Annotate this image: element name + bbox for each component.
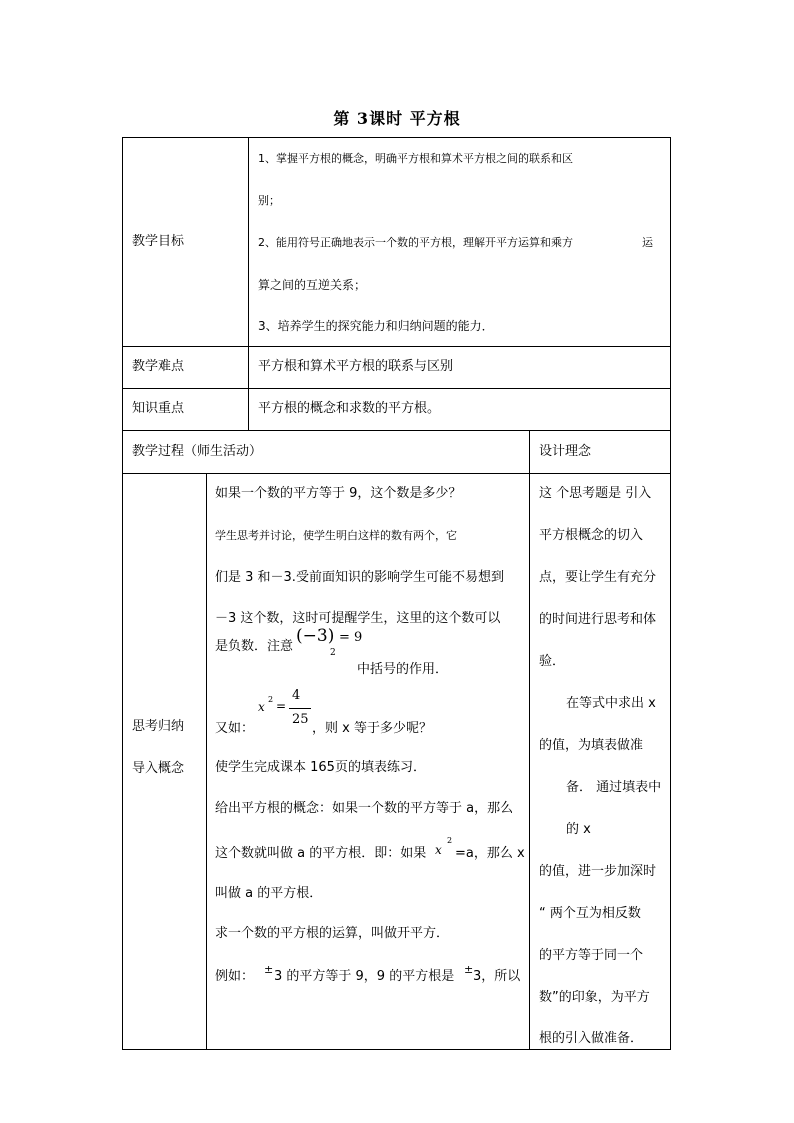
math-equals: = 9 xyxy=(339,630,363,645)
design-line: 的时间进行思考和体 xyxy=(539,612,657,627)
content-line: 学生思考并讨论，使学生明白这样的数有两个，它 xyxy=(215,529,457,542)
design-line: 验． xyxy=(539,654,566,669)
math-variable: x xyxy=(435,843,442,857)
process-header: 教学过程（师生活动） xyxy=(132,444,263,459)
goal-line: 算之间的互逆关系； xyxy=(258,278,367,292)
difficulty-label: 教学难点 xyxy=(132,359,185,374)
design-header: 设计理念 xyxy=(539,444,592,459)
plus-minus-sign: ± xyxy=(464,963,474,976)
math-expression: (−3) xyxy=(296,626,335,646)
goal-line: 别； xyxy=(258,194,280,207)
design-line: 点，要让学生有充分 xyxy=(539,570,657,585)
page-title: 第 3课时 平方根 xyxy=(333,109,461,128)
design-line: 的平方等于同一个 xyxy=(539,948,644,963)
design-line: 平方根概念的切入 xyxy=(539,528,644,543)
content-line: =a，那么 x xyxy=(455,846,525,861)
content-line: 叫做 a 的平方根． xyxy=(215,886,323,901)
math-exponent: 2 xyxy=(268,695,274,704)
content-line: 给出平方根的概念：如果一个数的平方等于 a，那么 xyxy=(215,801,514,816)
goal-line: 2、能用符号正确地表示一个数的平方根，理解开平方运算和乘方 xyxy=(258,236,573,249)
content-line: 求一个数的平方根的运算，叫做开平方． xyxy=(215,926,450,941)
content-line: ，则 x 等于多少呢？ xyxy=(312,721,432,736)
design-line: 备． 通过填表中 xyxy=(566,780,662,795)
goals-label: 教学目标 xyxy=(132,234,185,249)
design-line: 在等式中求出 x xyxy=(566,696,656,711)
design-line: 的值，为填表做准 xyxy=(539,738,644,753)
design-line: 数”的印象，为平方 xyxy=(539,990,650,1005)
section-label: 导入概念 xyxy=(132,761,185,776)
content-line: 这个数就叫做 a 的平方根．即：如果 xyxy=(215,846,427,861)
design-line: 的 x xyxy=(566,822,591,837)
math-exponent: 2 xyxy=(330,648,336,658)
content-line: 例如： xyxy=(215,969,255,984)
fraction-bar xyxy=(289,708,311,709)
content-line: 使学生完成课本 165页的填表练习． xyxy=(215,760,426,775)
fraction-numerator: 4 xyxy=(292,688,301,703)
content-line: 3，所以 xyxy=(473,969,521,984)
goal-line: 运 xyxy=(642,236,653,249)
difficulty-text: 平方根和算术平方根的联系与区别 xyxy=(258,359,454,374)
fraction-denominator: 25 xyxy=(292,712,309,727)
math-variable: x xyxy=(258,700,265,714)
content-line: 中括号的作用． xyxy=(357,662,449,677)
design-line: “ 两个互为相反数 xyxy=(539,906,641,921)
content-line: －3 这个数，这时可提醒学生，这里的这个数可以 xyxy=(215,611,501,626)
math-exponent: 2 xyxy=(447,836,453,845)
content-line: 们是 3 和－3.受前面知识的影响学生可能不易想到 xyxy=(215,570,504,585)
key-points-text: 平方根的概念和求数的平方根。 xyxy=(258,401,441,416)
goal-line: 1、掌握平方根的概念，明确平方根和算术平方根之间的联系和区 xyxy=(258,152,573,165)
plus-minus-sign: ± xyxy=(264,963,274,976)
math-equals: = xyxy=(276,699,287,713)
design-line: 的值，进一步加深时 xyxy=(539,864,657,879)
content-line: 3 的平方等于 9，9 的平方根是 xyxy=(274,969,455,984)
design-line: 根的引入做准备． xyxy=(539,1031,644,1046)
section-label: 思考归纳 xyxy=(132,719,185,734)
key-points-label: 知识重点 xyxy=(132,401,185,416)
design-line: 这 个思考题是 引入 xyxy=(539,486,652,501)
goal-line: 3、培养学生的探究能力和归纳问题的能力． xyxy=(258,319,494,333)
content-line: 又如： xyxy=(215,721,255,736)
content-line: 是负数．注意 xyxy=(215,639,294,654)
question-line: 如果一个数的平方等于 9，这个数是多少？ xyxy=(215,486,462,501)
